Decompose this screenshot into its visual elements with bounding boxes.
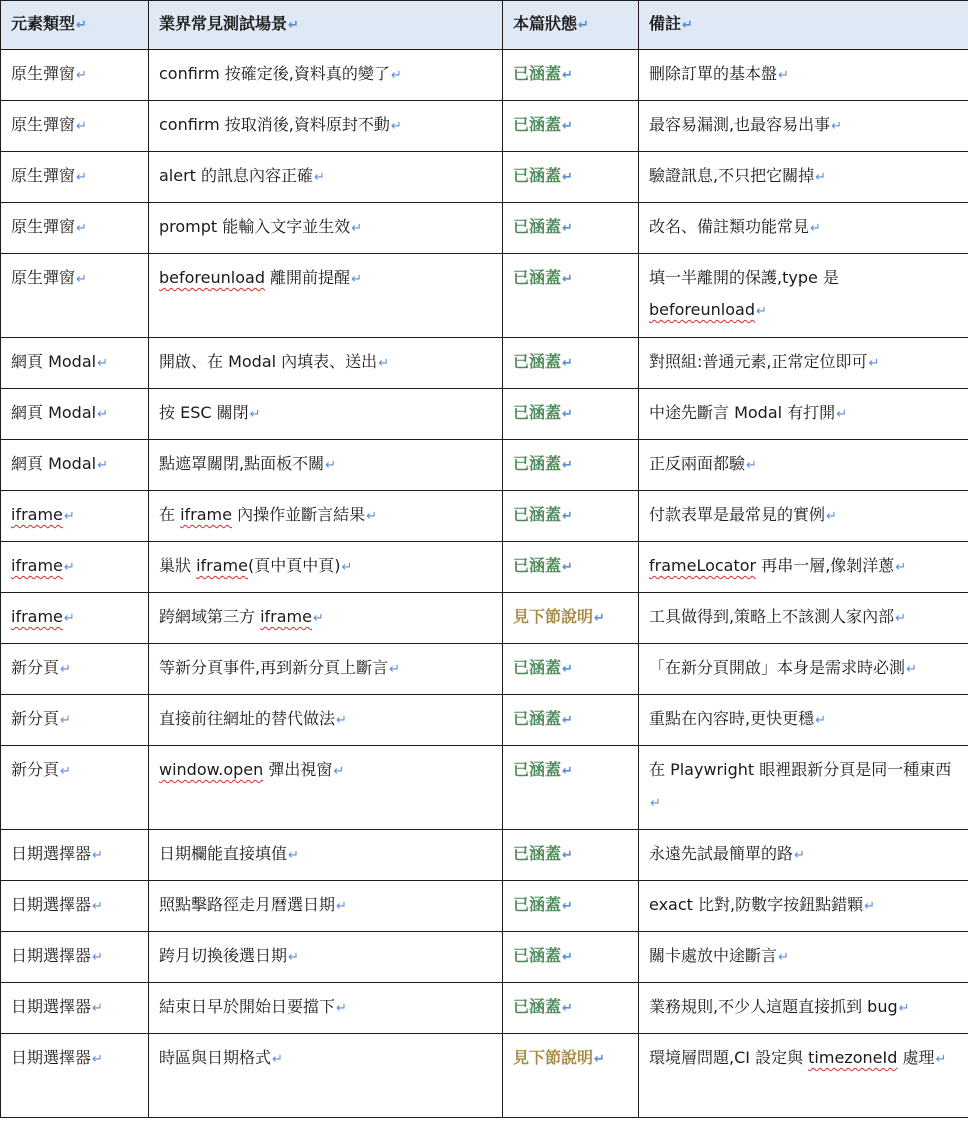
paragraph-mark-icon — [60, 662, 71, 677]
table-row — [1, 491, 968, 542]
cell-scenario — [149, 50, 503, 101]
status-badge-text: 已涵蓋 — [513, 556, 562, 575]
note-text: 中途先斷言 Modal 有打開 — [649, 403, 836, 422]
cell-notes — [639, 881, 968, 932]
scenario-text: 日期欄能直接填值 — [159, 844, 288, 863]
paragraph-mark-icon — [336, 1001, 347, 1016]
status-badge-text: 已涵蓋 — [513, 844, 562, 863]
paragraph-mark-icon — [92, 950, 103, 965]
paragraph-mark-icon — [92, 848, 103, 863]
element-type-text: 原生彈窗 — [11, 268, 76, 287]
paragraph-mark-icon — [794, 848, 805, 863]
cell-scenario — [149, 830, 503, 881]
paragraph-mark-icon — [935, 1052, 946, 1067]
scenario-text: 內操作並斷言結果 — [231, 505, 366, 524]
paragraph-mark-icon — [333, 764, 344, 779]
note-text: 重點在內容時,更快更穩 — [649, 709, 815, 728]
cell-scenario — [149, 440, 503, 491]
cell-status — [503, 440, 639, 491]
paragraph-mark-icon — [815, 170, 826, 185]
paragraph-mark-icon — [97, 458, 108, 473]
cell-element-type — [1, 338, 149, 389]
header-scenario: 業界常見測試場景 ↵ — [149, 1, 503, 50]
table-row — [1, 254, 968, 338]
paragraph-mark-icon — [868, 356, 879, 371]
note-text: 刪除訂單的基本盤 — [649, 64, 778, 83]
note-text: 正反兩面都驗 — [649, 454, 746, 473]
scenario-text: 時區與日期格式 — [159, 1048, 272, 1067]
table-row — [1, 932, 968, 983]
paragraph-mark-icon — [906, 662, 917, 677]
cell-element-type — [1, 152, 149, 203]
paragraph-mark-icon — [578, 18, 589, 33]
scenario-code-term: window.open — [159, 760, 264, 779]
cell-element-type — [1, 440, 149, 491]
cell-status — [503, 101, 639, 152]
header-element-type: 元素類型 ↵ — [1, 1, 149, 50]
paragraph-mark-icon — [97, 356, 108, 371]
note-text: exact 比對,防數字按鈕點錯顆 — [649, 895, 864, 914]
cell-notes — [639, 50, 968, 101]
paragraph-mark-icon — [562, 662, 573, 677]
cell-element-type — [1, 881, 149, 932]
cell-element-type — [1, 932, 149, 983]
element-type-text: 新分頁 — [11, 760, 60, 779]
paragraph-mark-icon — [92, 1001, 103, 1016]
cell-element-type — [1, 254, 149, 338]
element-type-text: 新分頁 — [11, 658, 60, 677]
scenario-text: 在 — [159, 505, 181, 524]
paragraph-mark-icon — [562, 899, 573, 914]
table-row — [1, 593, 968, 644]
cell-element-type — [1, 695, 149, 746]
note-text: 再串一層,像剝洋蔥 — [756, 556, 895, 575]
cell-element-type — [1, 983, 149, 1034]
element-type-text: 原生彈窗 — [11, 217, 76, 236]
paragraph-mark-icon — [682, 18, 693, 33]
note-text: 處理 — [897, 1048, 935, 1067]
note-text: 填一半離開的保護,type 是 — [649, 268, 839, 287]
scenario-text: 照點擊路徑走月曆選日期 — [159, 895, 336, 914]
paragraph-mark-icon — [562, 272, 573, 287]
note-text: 關卡處放中途斷言 — [649, 946, 778, 965]
paragraph-mark-icon — [815, 713, 826, 728]
cell-status — [503, 50, 639, 101]
cell-status — [503, 983, 639, 1034]
header-status: 本篇狀態 ↵ — [503, 1, 639, 50]
scenario-text: 結束日早於開始日要擋下 — [159, 997, 336, 1016]
paragraph-mark-icon — [366, 509, 377, 524]
paragraph-mark-icon — [288, 848, 299, 863]
cell-notes — [639, 542, 968, 593]
element-type-text: 日期選擇器 — [11, 844, 92, 863]
paragraph-mark-icon — [76, 119, 87, 134]
cell-notes — [639, 1034, 968, 1118]
table-row — [1, 389, 968, 440]
paragraph-mark-icon — [351, 221, 362, 236]
scenario-text: confirm 按取消後,資料原封不動 — [159, 115, 390, 134]
status-badge-text: 已涵蓋 — [513, 217, 562, 236]
paragraph-mark-icon — [864, 899, 875, 914]
paragraph-mark-icon — [92, 899, 103, 914]
status-badge-text: 已涵蓋 — [513, 709, 562, 728]
paragraph-mark-icon — [895, 611, 906, 626]
element-type-text: 日期選擇器 — [11, 895, 92, 914]
status-badge-text: 已涵蓋 — [513, 403, 562, 422]
cell-element-type — [1, 644, 149, 695]
cell-element-type — [1, 746, 149, 830]
table-row — [1, 542, 968, 593]
paragraph-mark-icon — [272, 1052, 283, 1067]
scenario-text: confirm 按確定後,資料真的變了 — [159, 64, 390, 83]
note-text: 對照組:普通元素,正常定位即可 — [649, 352, 868, 371]
cell-scenario — [149, 491, 503, 542]
cell-scenario — [149, 932, 503, 983]
cell-scenario — [149, 1034, 503, 1118]
cell-scenario — [149, 881, 503, 932]
status-badge-text: 已涵蓋 — [513, 166, 562, 185]
element-type-code-term: iframe — [11, 556, 63, 575]
scenario-text: 跨網域第三方 — [159, 607, 261, 626]
paragraph-mark-icon — [562, 119, 573, 134]
paragraph-mark-icon — [899, 1001, 910, 1016]
table-row — [1, 1034, 968, 1118]
paragraph-mark-icon — [562, 68, 573, 83]
status-badge-text: 已涵蓋 — [513, 658, 562, 677]
cell-scenario — [149, 983, 503, 1034]
paragraph-mark-icon — [391, 119, 402, 134]
cell-status — [503, 695, 639, 746]
status-badge-text: 已涵蓋 — [513, 895, 562, 914]
paragraph-mark-icon — [97, 407, 108, 422]
element-type-text: 網頁 Modal — [11, 454, 97, 473]
table-row — [1, 338, 968, 389]
note-text: 環境層問題,CI 設定與 — [649, 1048, 809, 1067]
paragraph-mark-icon — [562, 713, 573, 728]
cell-notes — [639, 983, 968, 1034]
paragraph-mark-icon — [76, 68, 87, 83]
note-text: 最容易漏測,也最容易出事 — [649, 115, 831, 134]
cell-notes — [639, 389, 968, 440]
paragraph-mark-icon — [60, 713, 71, 728]
cell-element-type — [1, 1034, 149, 1118]
cell-element-type — [1, 542, 149, 593]
cell-status — [503, 389, 639, 440]
note-code-term: beforeunload — [649, 300, 755, 319]
paragraph-mark-icon — [288, 950, 299, 965]
paragraph-mark-icon — [778, 950, 789, 965]
cell-status — [503, 254, 639, 338]
cell-status — [503, 542, 639, 593]
cell-notes — [639, 101, 968, 152]
note-code-term: frameLocator — [649, 556, 757, 575]
status-badge-text: 已涵蓋 — [513, 760, 562, 779]
scenario-code-term: iframe — [196, 556, 248, 575]
cell-notes — [639, 830, 968, 881]
table-row — [1, 695, 968, 746]
table-header-row — [1, 1, 968, 50]
cell-notes — [639, 593, 968, 644]
paragraph-mark-icon — [562, 356, 573, 371]
paragraph-mark-icon — [288, 18, 299, 33]
cell-notes — [639, 338, 968, 389]
paragraph-mark-icon — [594, 611, 605, 626]
paragraph-mark-icon — [562, 848, 573, 863]
paragraph-mark-icon — [351, 272, 362, 287]
paragraph-mark-icon — [391, 68, 402, 83]
cell-scenario — [149, 152, 503, 203]
paragraph-mark-icon — [778, 68, 789, 83]
cell-scenario — [149, 542, 503, 593]
cell-status — [503, 491, 639, 542]
element-type-text: 原生彈窗 — [11, 64, 76, 83]
paragraph-mark-icon — [76, 272, 87, 287]
table-row — [1, 152, 968, 203]
scenario-text: 開啟、在 Modal 內填表、送出 — [159, 352, 378, 371]
cell-scenario — [149, 101, 503, 152]
paragraph-mark-icon — [64, 509, 75, 524]
table-row — [1, 830, 968, 881]
status-badge-text: 已涵蓋 — [513, 115, 562, 134]
cell-notes — [639, 644, 968, 695]
status-badge-text: 已涵蓋 — [513, 352, 562, 371]
cell-status — [503, 881, 639, 932]
status-badge-text: 見下節說明 — [513, 607, 594, 626]
note-text: 付款表單是最常見的實例 — [649, 505, 826, 524]
cell-scenario — [149, 203, 503, 254]
paragraph-mark-icon — [650, 796, 661, 811]
paragraph-mark-icon — [562, 221, 573, 236]
paragraph-mark-icon — [562, 170, 573, 185]
element-type-code-term: iframe — [11, 505, 63, 524]
cell-scenario — [149, 389, 503, 440]
paragraph-mark-icon — [389, 662, 400, 677]
paragraph-mark-icon — [341, 560, 352, 575]
table-body — [1, 50, 968, 1118]
paragraph-mark-icon — [836, 407, 847, 422]
cell-element-type — [1, 203, 149, 254]
status-badge-text: 已涵蓋 — [513, 997, 562, 1016]
cell-notes — [639, 440, 968, 491]
cell-scenario — [149, 746, 503, 830]
scenario-text: prompt 能輸入文字並生效 — [159, 217, 351, 236]
status-badge-text: 已涵蓋 — [513, 946, 562, 965]
paragraph-mark-icon — [756, 304, 767, 319]
paragraph-mark-icon — [562, 458, 573, 473]
cell-notes — [639, 254, 968, 338]
note-text: 驗證訊息,不只把它關掉 — [649, 166, 815, 185]
note-code-term: timezoneId — [808, 1048, 898, 1067]
element-type-text: 原生彈窗 — [11, 115, 76, 134]
table-row — [1, 50, 968, 101]
cell-status — [503, 203, 639, 254]
scenario-text: 彈出視窗 — [263, 760, 333, 779]
paragraph-mark-icon — [336, 713, 347, 728]
element-type-text: 網頁 Modal — [11, 403, 97, 422]
status-badge-text: 已涵蓋 — [513, 505, 562, 524]
cell-scenario — [149, 254, 503, 338]
scenario-text: 直接前往網址的替代做法 — [159, 709, 336, 728]
paragraph-mark-icon — [60, 764, 71, 779]
table-row — [1, 983, 968, 1034]
table-row — [1, 440, 968, 491]
status-badge-text: 已涵蓋 — [513, 454, 562, 473]
status-badge-text: 已涵蓋 — [513, 64, 562, 83]
cell-scenario — [149, 644, 503, 695]
paragraph-mark-icon — [831, 119, 842, 134]
scenario-code-term: beforeunload — [159, 268, 265, 287]
table-row — [1, 746, 968, 830]
paragraph-mark-icon — [64, 611, 75, 626]
scenario-text: 等新分頁事件,再到新分頁上斷言 — [159, 658, 389, 677]
paragraph-mark-icon — [76, 221, 87, 236]
cell-status — [503, 1034, 639, 1118]
element-type-text: 日期選擇器 — [11, 997, 92, 1016]
paragraph-mark-icon — [250, 407, 261, 422]
table-row — [1, 644, 968, 695]
paragraph-mark-icon — [76, 170, 87, 185]
note-text: 業務規則,不少人這題直接抓到 bug — [649, 997, 898, 1016]
paragraph-mark-icon — [562, 509, 573, 524]
paragraph-mark-icon — [746, 458, 757, 473]
paragraph-mark-icon — [314, 170, 325, 185]
element-type-text: 網頁 Modal — [11, 352, 97, 371]
note-text: 「在新分頁開啟」本身是需求時必測 — [649, 658, 906, 677]
element-type-text: 原生彈窗 — [11, 166, 76, 185]
element-type-code-term: iframe — [11, 607, 63, 626]
cell-status — [503, 746, 639, 830]
paragraph-mark-icon — [594, 1052, 605, 1067]
cell-notes — [639, 203, 968, 254]
paragraph-mark-icon — [562, 560, 573, 575]
scenario-text: (頁中頁中頁) — [247, 556, 341, 575]
table-row — [1, 101, 968, 152]
cell-notes — [639, 932, 968, 983]
scenario-text: 巢狀 — [159, 556, 197, 575]
cell-notes — [639, 491, 968, 542]
cell-element-type — [1, 491, 149, 542]
cell-notes — [639, 152, 968, 203]
paragraph-mark-icon — [76, 18, 87, 33]
status-badge-text: 見下節說明 — [513, 1048, 594, 1067]
cell-status — [503, 830, 639, 881]
paragraph-mark-icon — [562, 764, 573, 779]
note-text: 改名、備註類功能常見 — [649, 217, 810, 236]
cell-notes — [639, 695, 968, 746]
cell-scenario — [149, 593, 503, 644]
table-row — [1, 203, 968, 254]
note-text: 在 Playwright 眼裡跟新分頁是同一種東西 — [649, 760, 952, 779]
scenario-text: 點遮罩關閉,點面板不關 — [159, 454, 325, 473]
header-notes: 備註 ↵ — [639, 1, 968, 50]
paragraph-mark-icon — [826, 509, 837, 524]
cell-scenario — [149, 338, 503, 389]
table-row — [1, 881, 968, 932]
cell-notes — [639, 746, 968, 830]
cell-status — [503, 593, 639, 644]
cell-scenario — [149, 695, 503, 746]
cell-element-type — [1, 389, 149, 440]
paragraph-mark-icon — [325, 458, 336, 473]
element-type-text: 新分頁 — [11, 709, 60, 728]
paragraph-mark-icon — [64, 560, 75, 575]
paragraph-mark-icon — [336, 899, 347, 914]
element-type-text: 日期選擇器 — [11, 946, 92, 965]
cell-element-type — [1, 593, 149, 644]
scenario-text: alert 的訊息內容正確 — [159, 166, 314, 185]
paragraph-mark-icon — [562, 1001, 573, 1016]
paragraph-mark-icon — [92, 1052, 103, 1067]
paragraph-mark-icon — [562, 950, 573, 965]
scenario-text: 離開前提醒 — [264, 268, 351, 287]
scenario-code-term: iframe — [180, 505, 232, 524]
paragraph-mark-icon — [810, 221, 821, 236]
scenario-code-term: iframe — [260, 607, 312, 626]
paragraph-mark-icon — [895, 560, 906, 575]
paragraph-mark-icon — [378, 356, 389, 371]
cell-status — [503, 644, 639, 695]
note-text: 永遠先試最簡單的路 — [649, 844, 794, 863]
paragraph-mark-icon — [562, 407, 573, 422]
status-badge-text: 已涵蓋 — [513, 268, 562, 287]
cell-element-type — [1, 101, 149, 152]
element-type-text: 日期選擇器 — [11, 1048, 92, 1067]
scenario-text: 跨月切換後選日期 — [159, 946, 288, 965]
cell-element-type — [1, 50, 149, 101]
scenario-text: 按 ESC 關閉 — [159, 403, 249, 422]
cell-status — [503, 338, 639, 389]
note-text: 工具做得到,策略上不該測人家內部 — [649, 607, 895, 626]
cell-status — [503, 152, 639, 203]
paragraph-mark-icon — [313, 611, 324, 626]
cell-element-type — [1, 830, 149, 881]
cell-status — [503, 932, 639, 983]
